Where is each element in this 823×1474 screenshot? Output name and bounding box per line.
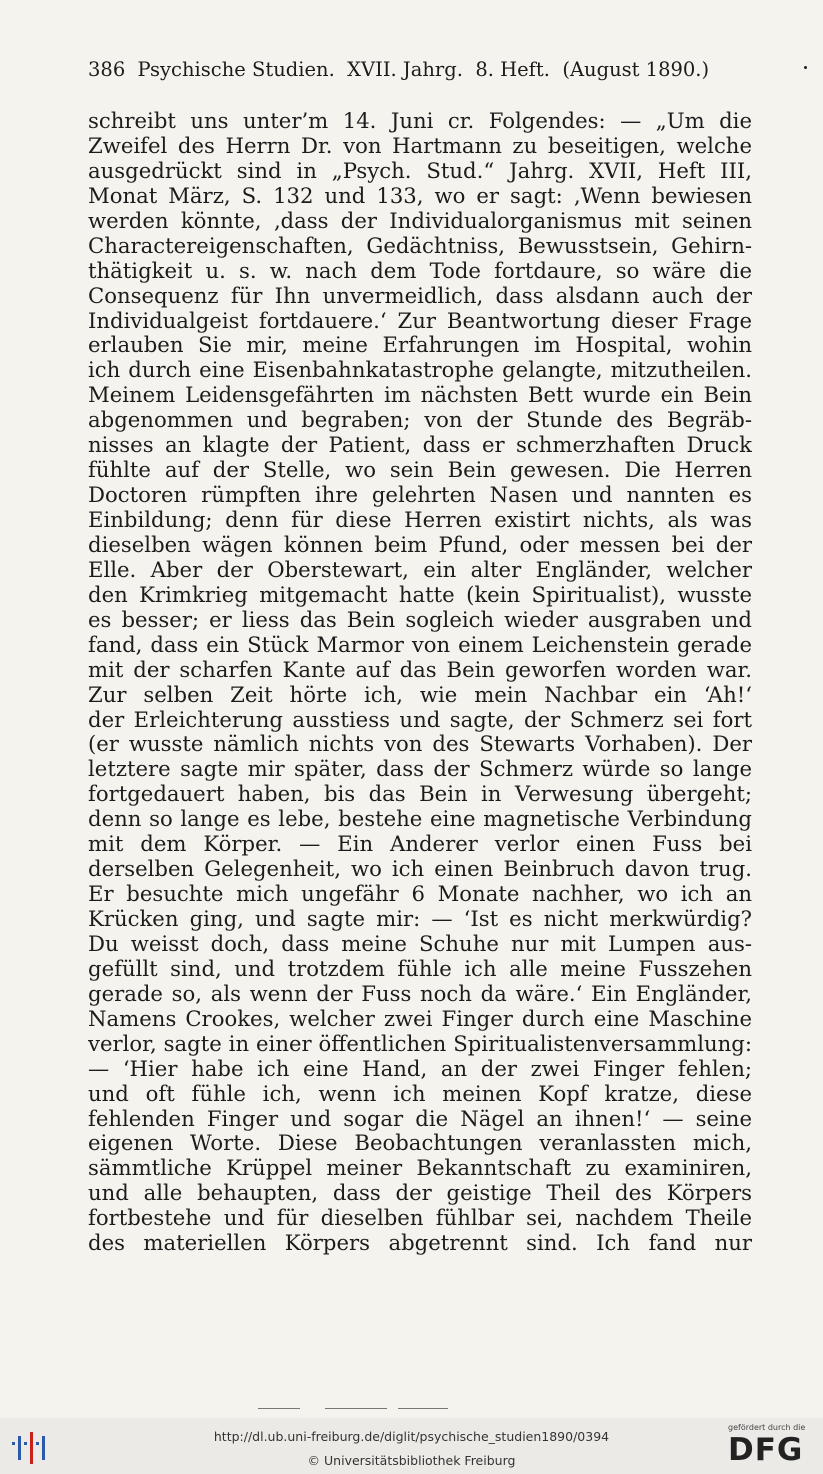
running-header xyxy=(88,58,738,81)
text-line: mit dem Körper. — Ein Anderer verlor einen Fuss bei xyxy=(88,832,752,857)
text-line: Meinem Leidensgefährten im nächsten Bett wurde ein Bein xyxy=(88,383,752,408)
text-line: Elle. Aber der Oberstewart, ein alter Engländer, welcher xyxy=(88,557,752,582)
text-line: werden könnte, ‚dass der Individualorganismus mit seinen xyxy=(88,208,752,233)
margin-mark xyxy=(804,66,807,69)
running-title: Psychische Studien. XVII. Jahrg. 8. Heft. (August 1890.) xyxy=(137,58,710,81)
text-line: letztere sagte mir später, dass der Schmerz würde so lange xyxy=(88,757,752,782)
text-line: Er besuchte mich ungefähr 6 Monate nachher, wo ich an xyxy=(88,882,752,907)
text-line: ich durch eine Eisenbahnkatastrophe gelangte, mitzutheilen. xyxy=(88,358,752,383)
text-line: thätigkeit u. s. w. nach dem Tode fortdaure, so wäre die xyxy=(88,258,752,283)
text-line: dieselben wägen können beim Pfund, oder messen bei der xyxy=(88,532,752,557)
text-line: und alle behaupten, dass der geistige Theil des Körpers xyxy=(88,1181,752,1206)
text-line: Charactereigenschaften, Gedächtniss, Bewusstsein, Gehirn- xyxy=(88,233,752,258)
text-line: gerade so, als wenn der Fuss noch da wäre.‘ Ein Engländer, xyxy=(88,981,752,1006)
text-line: Consequenz für Ihn unvermeidlich, dass alsdann auch der xyxy=(88,283,752,308)
text-line: des materiellen Körpers abgetrennt sind. Ich fand nur xyxy=(88,1231,752,1256)
text-line: denn so lange es lebe, bestehe eine magnetische Verbindung xyxy=(88,807,752,832)
text-line: fortbestehe und für dieselben fühlbar sei, nachdem Theile xyxy=(88,1206,752,1231)
text-line: schreibt uns unter’m 14. Juni cr. Folgendes: — „Um die xyxy=(88,109,752,133)
text-line: Monat März, S. 132 und 133, wo er sagt: ‚Wenn bewiesen xyxy=(88,183,752,208)
text-line: der Erleichterung ausstiess und sagte, der Schmerz sei fort xyxy=(88,707,752,732)
text-line: verlor, sagte in einer öffentlichen Spiritualistenversammlung: xyxy=(88,1031,752,1056)
text-line: Einbildung; denn für diese Herren existirt nichts, als was xyxy=(88,508,752,532)
text-line: Krücken ging, und sagte mir: — ‘Ist es nicht merkwürdig? xyxy=(88,907,752,931)
text-line: Individualgeist fortdauere.‘ Zur Beantwortung dieser Frage xyxy=(88,308,752,333)
text-line: mit der scharfen Kante auf das Bein geworfen worden war. xyxy=(88,657,752,682)
bottom-rule-3 xyxy=(398,1408,448,1409)
dfg-caption: gefördert durch die xyxy=(728,1423,806,1432)
text-line: (er wusste nämlich nichts von des Stewarts Vorhaben). Der xyxy=(88,732,752,757)
text-line: ausgedrückt sind in „Psych. Stud.“ Jahrg. XVII, Heft III, xyxy=(88,158,752,183)
text-line: Doctoren rümpften ihre gelehrten Nasen und nannten es xyxy=(88,483,752,508)
text-line: fand, dass ein Stück Marmor von einem Leichenstein gerade xyxy=(88,632,752,657)
text-line: nisses an klagte der Patient, dass er schmerzhaften Druck xyxy=(88,433,752,458)
text-line: fühlte auf der Stelle, wo sein Bein gewesen. Die Herren xyxy=(88,458,752,483)
text-line: eigenen Worte. Diese Beobachtungen veranlassten mich, xyxy=(88,1131,752,1156)
text-line: gefüllt sind, und trotzdem fühle ich alle meine Fusszehen xyxy=(88,956,752,981)
page-number: 386 xyxy=(88,58,126,81)
text-line: — ‘Hier habe ich eine Hand, an der zwei Finger fehlen; xyxy=(88,1056,752,1081)
text-line: fehlenden Finger und sogar die Nägel an ihnen!‘ — seine xyxy=(88,1106,752,1131)
copyright-notice: © Universitätsbibliothek Freiburg xyxy=(307,1453,516,1468)
bottom-rule-2 xyxy=(325,1408,387,1409)
text-line: und oft fühle ich, wenn ich meinen Kopf kratze, diese xyxy=(88,1081,752,1106)
text-line: Du weisst doch, dass meine Schuhe nur mit Lumpen aus- xyxy=(88,931,752,956)
dfg-logo: DFG xyxy=(728,1432,804,1468)
text-line: erlauben Sie mir, meine Erfahrungen im Hospital, wohin xyxy=(88,333,752,358)
text-line: Zweifel des Herrn Dr. von Hartmann zu beseitigen, welche xyxy=(88,133,752,158)
text-line: abgenommen und begraben; von der Stunde des Begräb- xyxy=(88,408,752,433)
permalink-url[interactable]: http://dl.ub.uni-freiburg.de/diglit/psychische_studien1890/0394 xyxy=(213,1429,610,1444)
body-text xyxy=(88,109,752,1256)
text-line: Namens Crookes, welcher zwei Finger durch eine Maschine xyxy=(88,1006,752,1031)
text-line: den Krimkrieg mitgemacht hatte (kein Spiritualist), wusste xyxy=(88,582,752,607)
bottom-rule-1 xyxy=(258,1408,300,1409)
text-line: sämmtliche Krüppel meiner Bekanntschaft zu examiniren, xyxy=(88,1156,752,1181)
text-line: es besser; er liess das Bein sogleich wieder ausgraben und xyxy=(88,607,752,632)
text-line: fortgedauert haben, bis das Bein in Verwesung übergeht; xyxy=(88,782,752,807)
text-line: derselben Gelegenheit, wo ich einen Beinbruch davon trug. xyxy=(88,857,752,882)
text-line: Zur selben Zeit hörte ich, wie mein Nachbar ein ‘Ah!‘ xyxy=(88,682,752,707)
